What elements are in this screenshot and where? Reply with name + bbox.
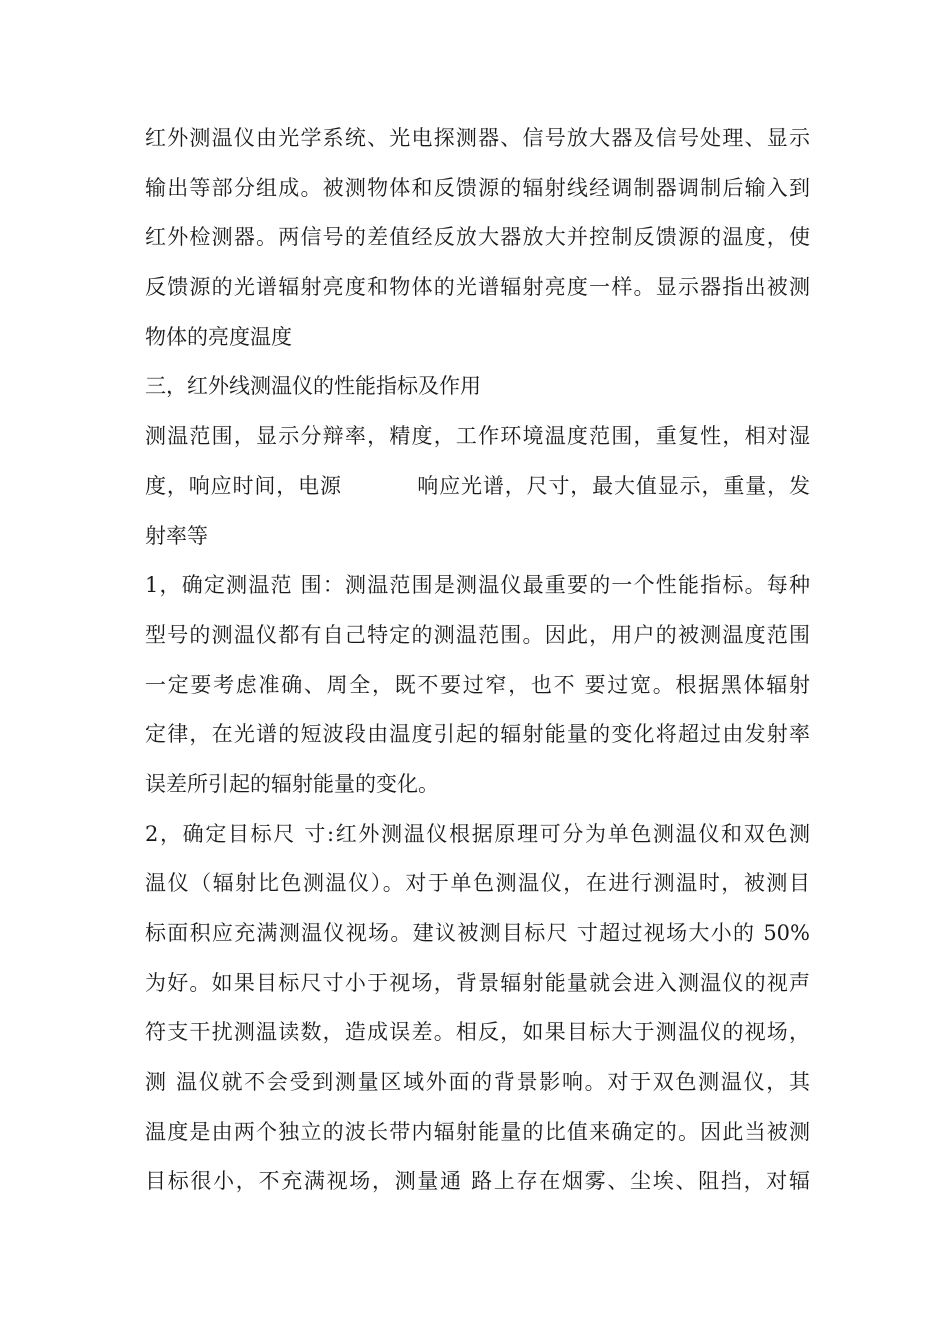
text-line: 测 温仪就不会受到测量区域外面的背景影响。对于双色测温仪，其 (145, 1070, 810, 1095)
text-line: 1，确定测温范 围：测温范围是测温仪最重要的一个性能指标。每种 (145, 573, 810, 598)
text-line: 温仪（辐射比色测温仪）。对于单色测温仪，在进行测温时，被测目 (145, 871, 810, 896)
text-line: 红外测温仪由光学系统、光电探测器、信号放大器及信号处理、显示 (145, 126, 810, 150)
text-line: 目标很小，不充满视场，测量通 路上存在烟雾、尘埃、阻挡，对辐 (145, 1169, 810, 1194)
text-line: 射率等 (145, 523, 208, 548)
text-line: 输出等部分组成。被测物体和反馈源的辐射线经调制器调制后输入到 (145, 175, 810, 200)
text-line: 误差所引起的辐射能量的变化。 (145, 771, 439, 796)
text-line: 一定要考虑准确、周全，既不要过窄，也不 要过宽。根据黑体辐射 (145, 672, 810, 697)
text-line: 三，红外线测温仪的性能指标及作用 (145, 374, 481, 399)
body-text (145, 114, 810, 1207)
text-line: 温度是由两个独立的波长带内辐射能量的比值来确定的。因此当被测 (145, 1119, 810, 1144)
text-line: 2，确定目标尺 寸:红外测温仪根据原理可分为单色测温仪和双色测 (145, 821, 810, 846)
text-line: 标面积应充满测温仪视场。建议被测目标尺 寸超过视场大小的 50% (145, 921, 810, 945)
text-line: 为好。如果目标尺寸小于视场，背景辐射能量就会进入测温仪的视声 (145, 970, 810, 995)
text-line: 物体的亮度温度 (145, 324, 292, 349)
text-line: 度，响应时间，电源 响应光谱，尺寸，最大值显示，重量，发 (145, 473, 810, 498)
text-line: 红外检测器。两信号的差值经反放大器放大并控制反馈源的温度，使 (145, 225, 810, 250)
text-line: 型号的测温仪都有自己特定的测温范围。因此，用户的被测温度范围 (145, 622, 810, 647)
text-line: 测温范围，显示分辩率，精度，工作环境温度范围，重复性，相对湿 (145, 424, 810, 449)
text-line: 定律，在光谱的短波段由温度引起的辐射能量的变化将超过由发射率 (145, 722, 810, 747)
text-line: 符支干扰测温读数，造成误差。相反，如果目标大于测温仪的视场， (145, 1020, 810, 1045)
text-line: 反馈源的光谱辐射亮度和物体的光谱辐射亮度一样。显示器指出被测 (145, 275, 810, 300)
